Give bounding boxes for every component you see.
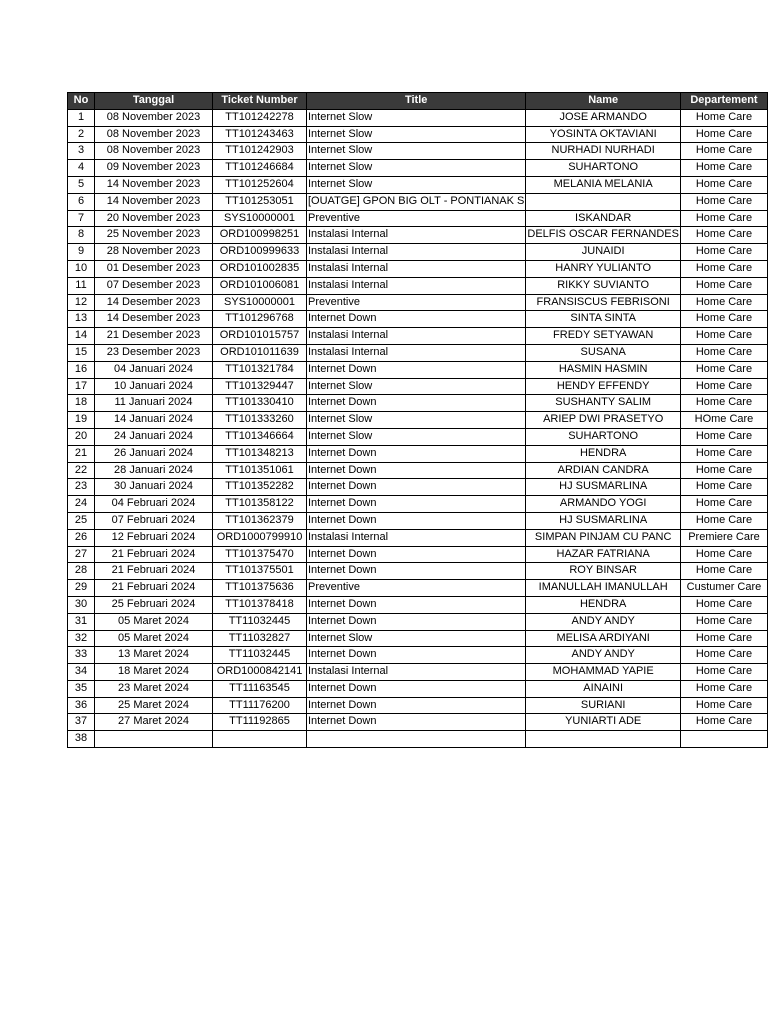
cell-no: 8 — [68, 227, 95, 244]
cell-title: Instalasi Internal — [307, 664, 526, 681]
cell-departement: Premiere Care — [680, 529, 767, 546]
cell-name: IMANULLAH IMANULLAH — [526, 580, 681, 597]
cell-tanggal: 14 Desember 2023 — [95, 311, 213, 328]
cell-no: 23 — [68, 479, 95, 496]
cell-tanggal: 21 Februari 2024 — [95, 563, 213, 580]
cell-ticket-number: TT11032445 — [213, 647, 307, 664]
cell-title: Internet Down — [307, 479, 526, 496]
cell-no: 35 — [68, 680, 95, 697]
cell-ticket-number: TT101351061 — [213, 462, 307, 479]
cell-departement: Home Care — [680, 277, 767, 294]
cell-title: Internet Down — [307, 563, 526, 580]
cell-tanggal: 10 Januari 2024 — [95, 378, 213, 395]
cell-departement — [680, 731, 767, 748]
cell-name: JOSE ARMANDO — [526, 109, 681, 126]
cell-tanggal: 28 Januari 2024 — [95, 462, 213, 479]
cell-departement: Home Care — [680, 664, 767, 681]
cell-name: ANDY ANDY — [526, 647, 681, 664]
cell-name: DELFIS OSCAR FERNANDES — [526, 227, 681, 244]
cell-no: 24 — [68, 496, 95, 513]
cell-ticket-number: TT101242903 — [213, 143, 307, 160]
cell-departement: Home Care — [680, 176, 767, 193]
cell-name: AINAINI — [526, 680, 681, 697]
cell-name: MOHAMMAD YAPIE — [526, 664, 681, 681]
cell-tanggal: 04 Februari 2024 — [95, 496, 213, 513]
table-row — [68, 647, 768, 664]
cell-no: 20 — [68, 428, 95, 445]
cell-name: FREDY SETYAWAN — [526, 328, 681, 345]
table-header — [68, 93, 768, 110]
cell-tanggal: 21 Februari 2024 — [95, 546, 213, 563]
table-row — [68, 260, 768, 277]
table-row — [68, 714, 768, 731]
table-row — [68, 193, 768, 210]
cell-tanggal: 12 Februari 2024 — [95, 529, 213, 546]
cell-tanggal: 27 Maret 2024 — [95, 714, 213, 731]
cell-name: MELANIA MELANIA — [526, 176, 681, 193]
cell-name — [526, 193, 681, 210]
cell-tanggal: 13 Maret 2024 — [95, 647, 213, 664]
cell-ticket-number — [213, 731, 307, 748]
cell-name: ISKANDAR — [526, 210, 681, 227]
cell-ticket-number: TT101375636 — [213, 580, 307, 597]
cell-departement: Home Care — [680, 479, 767, 496]
table-row — [68, 445, 768, 462]
table-row — [68, 378, 768, 395]
cell-tanggal: 23 Maret 2024 — [95, 680, 213, 697]
cell-departement: Home Care — [680, 260, 767, 277]
table-row — [68, 496, 768, 513]
cell-ticket-number: TT101378418 — [213, 596, 307, 613]
cell-title: Internet Slow — [307, 176, 526, 193]
cell-no: 14 — [68, 328, 95, 345]
cell-name: SIMPAN PINJAM CU PANC — [526, 529, 681, 546]
cell-no: 36 — [68, 697, 95, 714]
table-row — [68, 143, 768, 160]
cell-title: Internet Slow — [307, 143, 526, 160]
cell-name: SINTA SINTA — [526, 311, 681, 328]
table-row — [68, 630, 768, 647]
cell-ticket-number: TT11192865 — [213, 714, 307, 731]
cell-tanggal: 14 November 2023 — [95, 176, 213, 193]
cell-no: 3 — [68, 143, 95, 160]
cell-departement: Home Care — [680, 647, 767, 664]
cell-name: ANDY ANDY — [526, 613, 681, 630]
cell-name: NURHADI NURHADI — [526, 143, 681, 160]
cell-no: 2 — [68, 126, 95, 143]
table-row — [68, 294, 768, 311]
cell-departement: Home Care — [680, 428, 767, 445]
cell-no: 21 — [68, 445, 95, 462]
cell-tanggal: 20 November 2023 — [95, 210, 213, 227]
cell-no: 19 — [68, 412, 95, 429]
table-row — [68, 596, 768, 613]
header-no: No — [68, 93, 95, 110]
cell-tanggal: 25 Februari 2024 — [95, 596, 213, 613]
cell-title: Internet Down — [307, 496, 526, 513]
cell-departement: Home Care — [680, 697, 767, 714]
cell-no: 11 — [68, 277, 95, 294]
cell-name: HASMIN HASMIN — [526, 361, 681, 378]
cell-ticket-number: TT11032445 — [213, 613, 307, 630]
header-ticket-number: Ticket Number — [213, 93, 307, 110]
cell-departement: Home Care — [680, 714, 767, 731]
cell-ticket-number: TT101329447 — [213, 378, 307, 395]
cell-title: Internet Down — [307, 714, 526, 731]
cell-tanggal: 05 Maret 2024 — [95, 630, 213, 647]
table-row — [68, 160, 768, 177]
cell-title: Instalasi Internal — [307, 529, 526, 546]
cell-no: 30 — [68, 596, 95, 613]
cell-name: FRANSISCUS FEBRISONI — [526, 294, 681, 311]
cell-title: Internet Slow — [307, 378, 526, 395]
cell-title: Preventive — [307, 210, 526, 227]
cell-tanggal: 09 November 2023 — [95, 160, 213, 177]
cell-tanggal: 08 November 2023 — [95, 109, 213, 126]
cell-ticket-number: ORD101002835 — [213, 260, 307, 277]
cell-title: [OUATGE] GPON BIG OLT - PONTIANAK S — [307, 193, 526, 210]
cell-tanggal: 30 Januari 2024 — [95, 479, 213, 496]
cell-title: Internet Down — [307, 395, 526, 412]
cell-name: HENDRA — [526, 445, 681, 462]
cell-title: Internet Slow — [307, 160, 526, 177]
table-body — [68, 109, 768, 747]
cell-title: Instalasi Internal — [307, 260, 526, 277]
cell-departement: Home Care — [680, 445, 767, 462]
cell-ticket-number: TT101252604 — [213, 176, 307, 193]
cell-no: 37 — [68, 714, 95, 731]
cell-title: Preventive — [307, 294, 526, 311]
cell-departement: Home Care — [680, 344, 767, 361]
cell-name: HENDY EFFENDY — [526, 378, 681, 395]
table-row — [68, 344, 768, 361]
cell-tanggal: 05 Maret 2024 — [95, 613, 213, 630]
table-row — [68, 311, 768, 328]
cell-name: MELISA ARDIYANI — [526, 630, 681, 647]
cell-no: 12 — [68, 294, 95, 311]
cell-departement: Home Care — [680, 193, 767, 210]
cell-tanggal: 25 Maret 2024 — [95, 697, 213, 714]
cell-no: 22 — [68, 462, 95, 479]
cell-tanggal: 04 Januari 2024 — [95, 361, 213, 378]
cell-departement: Home Care — [680, 311, 767, 328]
cell-tanggal: 14 November 2023 — [95, 193, 213, 210]
cell-departement: Home Care — [680, 496, 767, 513]
cell-title: Internet Down — [307, 445, 526, 462]
cell-departement: Home Care — [680, 143, 767, 160]
table-row — [68, 697, 768, 714]
cell-title: Internet Down — [307, 311, 526, 328]
cell-tanggal: 14 Januari 2024 — [95, 412, 213, 429]
cell-title: Instalasi Internal — [307, 244, 526, 261]
cell-departement: Home Care — [680, 596, 767, 613]
cell-tanggal: 23 Desember 2023 — [95, 344, 213, 361]
cell-ticket-number: ORD101015757 — [213, 328, 307, 345]
cell-ticket-number: TT11032827 — [213, 630, 307, 647]
table-row — [68, 227, 768, 244]
cell-departement: Home Care — [680, 395, 767, 412]
cell-name: RIKKY SUVIANTO — [526, 277, 681, 294]
cell-tanggal: 14 Desember 2023 — [95, 294, 213, 311]
cell-departement: Home Care — [680, 227, 767, 244]
cell-no: 13 — [68, 311, 95, 328]
cell-name: ROY BINSAR — [526, 563, 681, 580]
table-row — [68, 328, 768, 345]
cell-no: 6 — [68, 193, 95, 210]
header-name: Name — [526, 93, 681, 110]
cell-tanggal: 07 Desember 2023 — [95, 277, 213, 294]
cell-title: Internet Down — [307, 647, 526, 664]
cell-name: SUHARTONO — [526, 160, 681, 177]
header-row — [68, 93, 768, 110]
cell-ticket-number: ORD100999633 — [213, 244, 307, 261]
cell-no: 1 — [68, 109, 95, 126]
cell-ticket-number: ORD101006081 — [213, 277, 307, 294]
cell-title — [307, 731, 526, 748]
cell-no: 38 — [68, 731, 95, 748]
table-row — [68, 731, 768, 748]
cell-ticket-number: TT101296768 — [213, 311, 307, 328]
cell-departement: Home Care — [680, 563, 767, 580]
cell-name: ARDIAN CANDRA — [526, 462, 681, 479]
cell-tanggal: 07 Februari 2024 — [95, 512, 213, 529]
cell-ticket-number: TT101375501 — [213, 563, 307, 580]
cell-no: 31 — [68, 613, 95, 630]
table-row — [68, 277, 768, 294]
cell-tanggal: 11 Januari 2024 — [95, 395, 213, 412]
cell-departement: Home Care — [680, 630, 767, 647]
cell-tanggal: 18 Maret 2024 — [95, 664, 213, 681]
cell-ticket-number: SYS10000001 — [213, 294, 307, 311]
table-row — [68, 613, 768, 630]
table-row — [68, 210, 768, 227]
cell-departement: Home Care — [680, 294, 767, 311]
cell-departement: Home Care — [680, 160, 767, 177]
cell-no: 26 — [68, 529, 95, 546]
table-row — [68, 529, 768, 546]
cell-name: YOSINTA OKTAVIANI — [526, 126, 681, 143]
cell-no: 16 — [68, 361, 95, 378]
cell-tanggal: 01 Desember 2023 — [95, 260, 213, 277]
cell-no: 18 — [68, 395, 95, 412]
cell-no: 17 — [68, 378, 95, 395]
cell-ticket-number: TT101321784 — [213, 361, 307, 378]
cell-title: Preventive — [307, 580, 526, 597]
header-departement: Departement — [680, 93, 767, 110]
table-row — [68, 126, 768, 143]
cell-no: 7 — [68, 210, 95, 227]
cell-tanggal: 21 Februari 2024 — [95, 580, 213, 597]
cell-title: Internet Down — [307, 613, 526, 630]
cell-ticket-number: TT101330410 — [213, 395, 307, 412]
cell-ticket-number: TT101346664 — [213, 428, 307, 445]
cell-name: YUNIARTI ADE — [526, 714, 681, 731]
cell-tanggal: 08 November 2023 — [95, 143, 213, 160]
cell-title: Internet Down — [307, 680, 526, 697]
cell-departement: Home Care — [680, 328, 767, 345]
cell-ticket-number: TT101348213 — [213, 445, 307, 462]
cell-title: Internet Slow — [307, 126, 526, 143]
cell-no: 25 — [68, 512, 95, 529]
cell-title: Internet Down — [307, 697, 526, 714]
cell-title: Internet Down — [307, 596, 526, 613]
cell-title: Instalasi Internal — [307, 227, 526, 244]
cell-departement: Home Care — [680, 462, 767, 479]
cell-name: HAZAR FATRIANA — [526, 546, 681, 563]
cell-departement: Home Care — [680, 680, 767, 697]
cell-departement: Home Care — [680, 361, 767, 378]
cell-no: 9 — [68, 244, 95, 261]
cell-ticket-number: ORD1000842141 — [213, 664, 307, 681]
cell-title: Internet Slow — [307, 630, 526, 647]
cell-tanggal — [95, 731, 213, 748]
cell-name: HJ SUSMARLINA — [526, 479, 681, 496]
table-row — [68, 176, 768, 193]
table-row — [68, 546, 768, 563]
cell-departement: Home Care — [680, 613, 767, 630]
cell-name: HANRY YULIANTO — [526, 260, 681, 277]
table-row — [68, 109, 768, 126]
table-row — [68, 462, 768, 479]
table-row — [68, 428, 768, 445]
cell-title: Internet Down — [307, 361, 526, 378]
cell-name — [526, 731, 681, 748]
cell-departement: Home Care — [680, 126, 767, 143]
cell-title: Internet Down — [307, 462, 526, 479]
cell-ticket-number: TT101352282 — [213, 479, 307, 496]
cell-no: 27 — [68, 546, 95, 563]
cell-ticket-number: TT101243463 — [213, 126, 307, 143]
cell-ticket-number: TT11163545 — [213, 680, 307, 697]
table-row — [68, 244, 768, 261]
ticket-table — [67, 92, 768, 748]
cell-no: 10 — [68, 260, 95, 277]
cell-name: ARIEP DWI PRASETYO — [526, 412, 681, 429]
table-row — [68, 512, 768, 529]
cell-title: Internet Slow — [307, 428, 526, 445]
cell-departement: Home Care — [680, 546, 767, 563]
table-row — [68, 563, 768, 580]
cell-name: SUHARTONO — [526, 428, 681, 445]
cell-ticket-number: TT101358122 — [213, 496, 307, 513]
cell-title: Instalasi Internal — [307, 344, 526, 361]
cell-ticket-number: TT101242278 — [213, 109, 307, 126]
cell-name: SUSANA — [526, 344, 681, 361]
cell-name: HJ SUSMARLINA — [526, 512, 681, 529]
cell-departement: Home Care — [680, 378, 767, 395]
cell-tanggal: 08 November 2023 — [95, 126, 213, 143]
cell-tanggal: 24 Januari 2024 — [95, 428, 213, 445]
table-row — [68, 395, 768, 412]
cell-departement: Home Care — [680, 244, 767, 261]
cell-departement: Custumer Care — [680, 580, 767, 597]
table-row — [68, 479, 768, 496]
cell-ticket-number: TT101253051 — [213, 193, 307, 210]
cell-no: 5 — [68, 176, 95, 193]
cell-departement: Home Care — [680, 210, 767, 227]
cell-ticket-number: ORD100998251 — [213, 227, 307, 244]
cell-ticket-number: TT101362379 — [213, 512, 307, 529]
header-title: Title — [307, 93, 526, 110]
cell-ticket-number: SYS10000001 — [213, 210, 307, 227]
cell-no: 4 — [68, 160, 95, 177]
cell-name: ARMANDO YOGI — [526, 496, 681, 513]
cell-departement: Home Care — [680, 512, 767, 529]
cell-name: SUSHANTY SALIM — [526, 395, 681, 412]
header-tanggal: Tanggal — [95, 93, 213, 110]
table-row — [68, 412, 768, 429]
cell-no: 28 — [68, 563, 95, 580]
cell-no: 34 — [68, 664, 95, 681]
table-row — [68, 680, 768, 697]
cell-title: Internet Slow — [307, 412, 526, 429]
table-row — [68, 664, 768, 681]
cell-departement: HOme Care — [680, 412, 767, 429]
cell-title: Internet Down — [307, 512, 526, 529]
cell-name: JUNAIDI — [526, 244, 681, 261]
table-row — [68, 361, 768, 378]
cell-name: HENDRA — [526, 596, 681, 613]
cell-title: Instalasi Internal — [307, 277, 526, 294]
cell-title: Internet Slow — [307, 109, 526, 126]
cell-tanggal: 28 November 2023 — [95, 244, 213, 261]
cell-name: SURIANI — [526, 697, 681, 714]
cell-title: Instalasi Internal — [307, 328, 526, 345]
cell-tanggal: 21 Desember 2023 — [95, 328, 213, 345]
cell-no: 32 — [68, 630, 95, 647]
cell-no: 15 — [68, 344, 95, 361]
cell-no: 29 — [68, 580, 95, 597]
cell-ticket-number: TT101375470 — [213, 546, 307, 563]
cell-departement: Home Care — [680, 109, 767, 126]
cell-no: 33 — [68, 647, 95, 664]
table-row — [68, 580, 768, 597]
cell-ticket-number: ORD1000799910 — [213, 529, 307, 546]
cell-tanggal: 25 November 2023 — [95, 227, 213, 244]
cell-title: Internet Down — [307, 546, 526, 563]
cell-ticket-number: ORD101011639 — [213, 344, 307, 361]
cell-ticket-number: TT101246684 — [213, 160, 307, 177]
cell-ticket-number: TT11176200 — [213, 697, 307, 714]
cell-tanggal: 26 Januari 2024 — [95, 445, 213, 462]
cell-ticket-number: TT101333260 — [213, 412, 307, 429]
